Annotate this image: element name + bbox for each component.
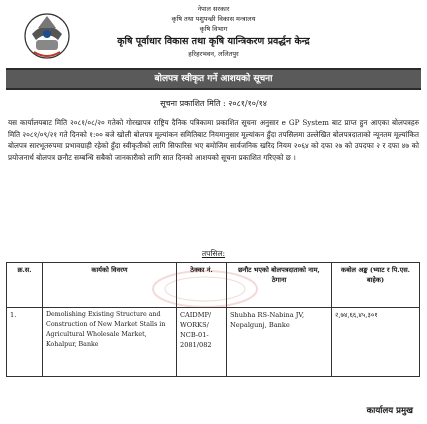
signatory: कार्यालय प्रमुख (366, 406, 413, 416)
header-contract-no: ठेक्का नं. (177, 263, 227, 308)
bid-table (6, 262, 420, 377)
table-header-row (7, 263, 420, 308)
department-line: कृषि विभाग (199, 25, 228, 33)
ministry-line: कृषि तथा पशुपन्छी विकास मन्त्रालय (171, 15, 256, 23)
cell-sn: 1. (7, 308, 43, 377)
notice-body: यस कार्यालयबाट मिति २०८१/०८/२० गतेको गोरखापत्र राष्ट्रिय दैनिक पत्रिकामा प्रकाशित सूचना अनुसार e GP System बाट प्राप्त हुन आएका बोलपत्रहरु मिति २०८१/०९/२१ गते दिनको १:०० बजे खोली बोलपत्र मूल्यांकन समितिबाट नियमानुसार मूल्यांकन हुँदा तपसिलमा उल्लेखित बोलपत्रदाताको न्यूनतम मूल्यांकित बोलपत्र सारभूतरुपमा प्रभावग्राही रहेको हुँदा स्वीकृतीको लागि सिफारिस भए बमोजिम सार्वजनिक खरिद नियम २०६४ को दफा २७ को उपदफा २ र दफा ४७ को प्रयोजनार्थ बोलपत्र छनौट सम्बन्धि सबैको जानकारीको लागि सात दिनको आशयको सूचना प्रकाशित गरिएको छ । (8, 118, 419, 163)
header-description: कार्यको विवरण (43, 263, 177, 308)
nepal-emblem-icon (24, 10, 70, 62)
cell-description: Demolishing Existing Structure and Construction of New Market Stalls in Agricultural Wholesale Market, Kohalpur, Banke (43, 308, 177, 377)
cell-bidder: Shubha RS-Nabina JV, Nepalgunj, Banke (227, 308, 332, 377)
header-bidder: छनौट भएको बोलपत्रदाताको नाम, ठेगाना (227, 263, 332, 308)
header-amount: कबोल अङ्क (भ्याट र पि.एस. बाहेक) (332, 263, 420, 308)
organization-name: कृषि पूर्वाधार विकास तथा कृषि यान्त्रिकरण प्रवर्द्धन केन्द्र (117, 36, 310, 47)
office-address: हरिहरभवन, ललितपुर (188, 50, 239, 58)
cell-amount: २,७४,६६,४५,३०१ (332, 308, 420, 377)
notice-title: बोलपत्र स्वीकृत गर्ने आशयको सूचना (6, 68, 421, 90)
tarsil-label: तपसिल: (201, 249, 226, 258)
cell-contract-no: CAIDMP/ WORKS/ NCB-01- 2081/082 (177, 308, 227, 377)
table-row (7, 308, 420, 377)
government-line: नेपाल सरकार (197, 5, 230, 13)
header-sn: क्र.स. (7, 263, 43, 308)
publication-date: सूचना प्रकाशित मिति : २०८१/१०/१४ (160, 99, 267, 108)
